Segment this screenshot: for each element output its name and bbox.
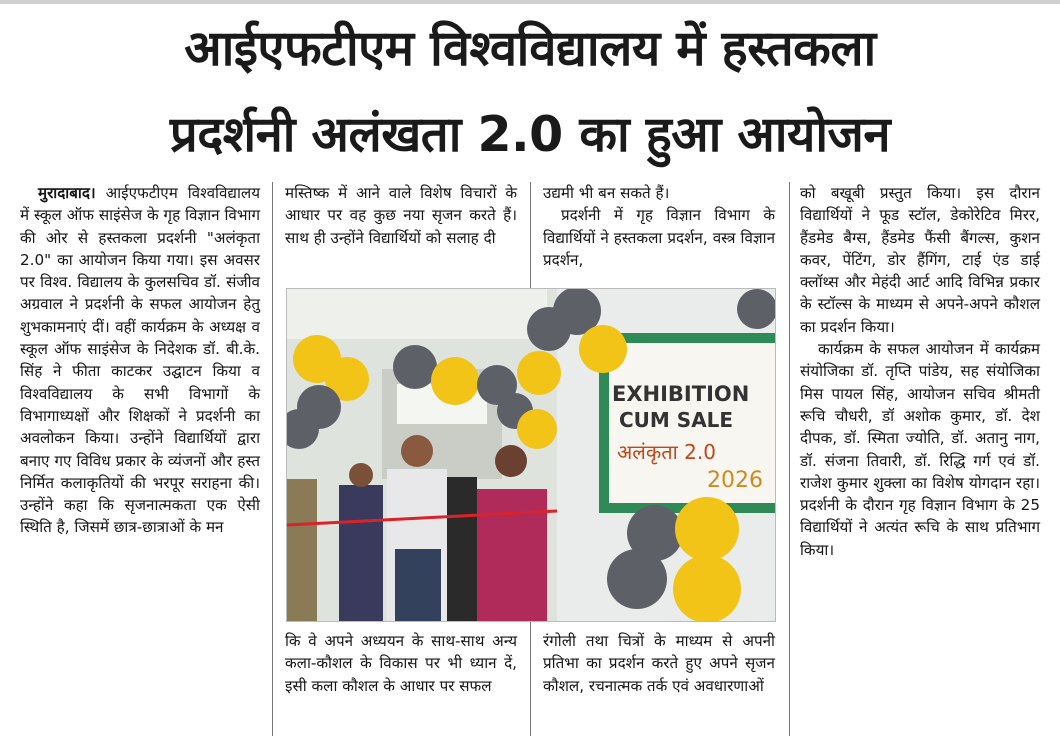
column-rule	[789, 182, 790, 736]
article-column-3-bottom	[543, 630, 775, 697]
article-column-2-top	[285, 182, 517, 249]
exhibition-sign-board	[599, 333, 775, 513]
headline-line-1: आईएफटीएम विश्वविद्यालय में हस्तकला	[184, 20, 876, 77]
headline	[18, 6, 1042, 178]
article-column-4	[800, 182, 1040, 561]
article-paragraph: कार्यक्रम के सफल आयोजन में कार्यक्रम संयोजिका डॉ. तृप्ति पांडेय, सह संयोजिका मिस पायल सिंह, आयोजन सचिव श्रीमती रूचि चौधरी, डॉ अशोक कुमार, डॉ. देश दीपक, डॉ. स्मिता ज्योति, डॉ. अतानु नाग, डॉ. संजना तिवारी, डॉ. रिद्धि गर्ग एवं डॉ. राजेश कुमार शुक्ला का विशेष योगदान रहा। प्रदर्शनी के दौरान गृह विज्ञान विभाग के 25 विद्यार्थियों ने अत्यंत रूचि के साथ प्रतिभाग किया।	[800, 340, 1040, 559]
article-paragraph: प्रदर्शनी में गृह विज्ञान विभाग के विद्यार्थियों ने हस्तकला प्रदर्शन, वस्त्र विज्ञान प्रदर्शन,	[543, 206, 775, 269]
article-paragraph: मस्तिष्क में आने वाले विशेष विचारों के आधार पर वह कुछ नया सृजन करते हैं। साथ ही उन्होंने विद्यार्थियों को सलाह दी	[285, 184, 517, 247]
article-paragraph: उद्यमी भी बन सकते हैं।	[543, 184, 670, 202]
column-rule	[272, 182, 273, 736]
article-paragraph: रंगोली तथा चित्रों के माध्यम से अपनी प्रतिभा का प्रदर्शन करते हुए अपने सृजन कौशल, रचनात्मक तर्क एवं अवधारणाओं	[543, 632, 775, 695]
article-paragraph: कि वे अपने अध्ययन के साथ-साथ अन्य कला-कौशल के विकास पर भी ध्यान दें, इसी कला कौशल के आधार पर सफल	[285, 632, 517, 695]
article-text: आईएफटीएम विश्वविद्यालय में स्कूल ऑफ साइंसेज के गृह विज्ञान विभाग की ओर से हस्तकला प्रदर्शनी "अलंकृता 2.0" का आयोजन किया गया। इस अवसर पर विश्व. विद्यालय के कुलसचिव डॉ. संजीव अग्रवाल ने प्रदर्शनी के सफल आयोजन हेतु शुभकामनाएं दीं। वहीं कार्यक्रम के अध्यक्ष व स्कूल ऑफ साइंसेज के निदेशक डॉ. बी.के. सिंह ने फीता काटकर उद्घाटन किया व विश्वविद्यालय के सभी विभागों के विभागाध्यक्षों और शिक्षकों ने प्रदर्शनी का अवलोकन किया। उन्होंने विद्यार्थियों द्वारा बनाए गए विविध प्रकार के व्यंजनों और हस्त निर्मित कलाकृतियों की भरपूर सराहना की। उन्होंने कहा कि सृजनात्मकता एक ऐसी स्थिति है, जिसमें छात्र-छात्राओं के मन	[20, 184, 261, 537]
article-paragraph	[20, 182, 260, 539]
sign-text-2: CUM SALE	[619, 408, 734, 432]
article-paragraph: को बखूबी प्रस्तुत किया। इस दौरान विद्यार्थियों ने फूड स्टॉल, डेकोरेटिव मिरर, हैंडमेड बैग्स, हैंडमेड फैंसी बैंगल्स, कुशन कवर, पेंटिंग, डोर हैंगिंग, टाई एंड डाई क्लॉथ्स और मेहंदी आर्ट आदि विभिन्न प्रकार के स्टॉल्स के माध्यम से अपने-अपने कौशल का प्रदर्शन किया।	[800, 184, 1040, 336]
headline-line-2: प्रदर्शनी अलंखता 2.0 का हुआ आयोजन	[169, 106, 891, 163]
sign-text-3: अलंकृता 2.0	[617, 440, 716, 464]
news-photo	[286, 288, 776, 622]
page-top-edge	[0, 0, 1060, 4]
sign-text-1: EXHIBITION	[612, 382, 750, 406]
sign-text-4: 2026	[707, 468, 763, 493]
article-column-2-bottom	[285, 630, 517, 697]
ribbon-cutting-photo	[287, 289, 775, 621]
article-column-1	[20, 182, 260, 539]
article-column-3-top	[543, 182, 775, 271]
dateline: मुरादाबाद।	[38, 184, 96, 202]
